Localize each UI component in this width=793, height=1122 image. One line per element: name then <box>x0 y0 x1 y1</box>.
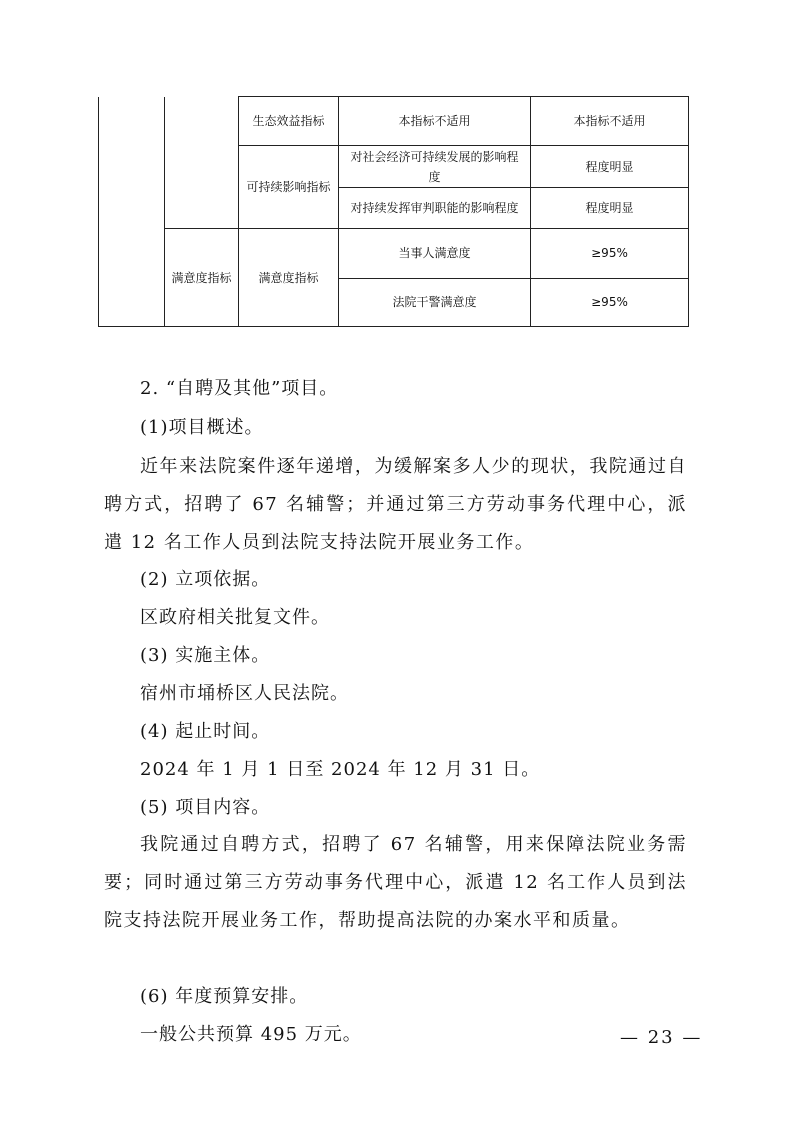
subheading-period: (4) 起止时间。 <box>140 721 271 742</box>
table-cell-indicator: 对持续发挥审判职能的影响程度 <box>339 187 531 228</box>
table-cell-level3: 满意度指标 <box>239 229 339 327</box>
table-cell-level2 <box>165 97 239 229</box>
table-cell-indicator: 当事人满意度 <box>339 229 531 278</box>
table-cell-value: 程度明显 <box>531 146 689 187</box>
paragraph-basis: 区政府相关批复文件。 <box>140 607 330 628</box>
paragraph-entity: 宿州市埇桥区人民法院。 <box>140 683 349 704</box>
subheading-basis: (2) 立项依据。 <box>140 569 271 590</box>
table-row <box>99 229 689 278</box>
subheading-entity: (3) 实施主体。 <box>140 645 271 666</box>
table-cell-value: 本指标不适用 <box>531 97 689 146</box>
paragraph-budget: 一般公共预算 495 万元。 <box>140 1024 362 1045</box>
table-cell-indicator: 本指标不适用 <box>339 97 531 146</box>
subheading-overview: (1)项目概述。 <box>140 417 264 438</box>
page-number: — 23 — <box>620 1027 703 1048</box>
indicator-table <box>98 96 689 327</box>
table-cell-value: 程度明显 <box>531 187 689 228</box>
paragraph-overview: 近年来法院案件逐年递增，为缓解案多人少的现状，我院通过自聘方式，招聘了 67 名辅警；并通过第三方劳动事务代理中心，派遣 12 名工作人员到法院支持法院开展业务工作。 <box>104 456 687 553</box>
subheading-budget: (6) 年度预算安排。 <box>140 986 309 1007</box>
subheading-content: (5) 项目内容。 <box>140 797 271 818</box>
table-cell-indicator: 法院干警满意度 <box>339 278 531 326</box>
table-cell-level2: 满意度指标 <box>165 229 239 327</box>
paragraph-period: 2024 年 1 月 1 日至 2024 年 12 月 31 日。 <box>140 759 541 780</box>
table-cell-level3: 可持续影响指标 <box>239 146 339 229</box>
section-title: 2. “自聘及其他”项目。 <box>140 378 339 399</box>
table-cell-value: ≥95% <box>531 278 689 326</box>
table-cell-indicator: 对社会经济可持续发展的影响程度 <box>339 146 531 187</box>
paragraph-content: 我院通过自聘方式，招聘了 67 名辅警，用来保障法院业务需要；同时通过第三方劳动事务代理中心，派遣 12 名工作人员到法院支持法院开展业务工作，帮助提高法院的办案水平和质量。 <box>104 834 687 931</box>
table-cell-value: ≥95% <box>531 229 689 278</box>
table-row <box>99 97 689 146</box>
table-cell-level1 <box>99 97 165 327</box>
table-cell-level3: 生态效益指标 <box>239 97 339 146</box>
